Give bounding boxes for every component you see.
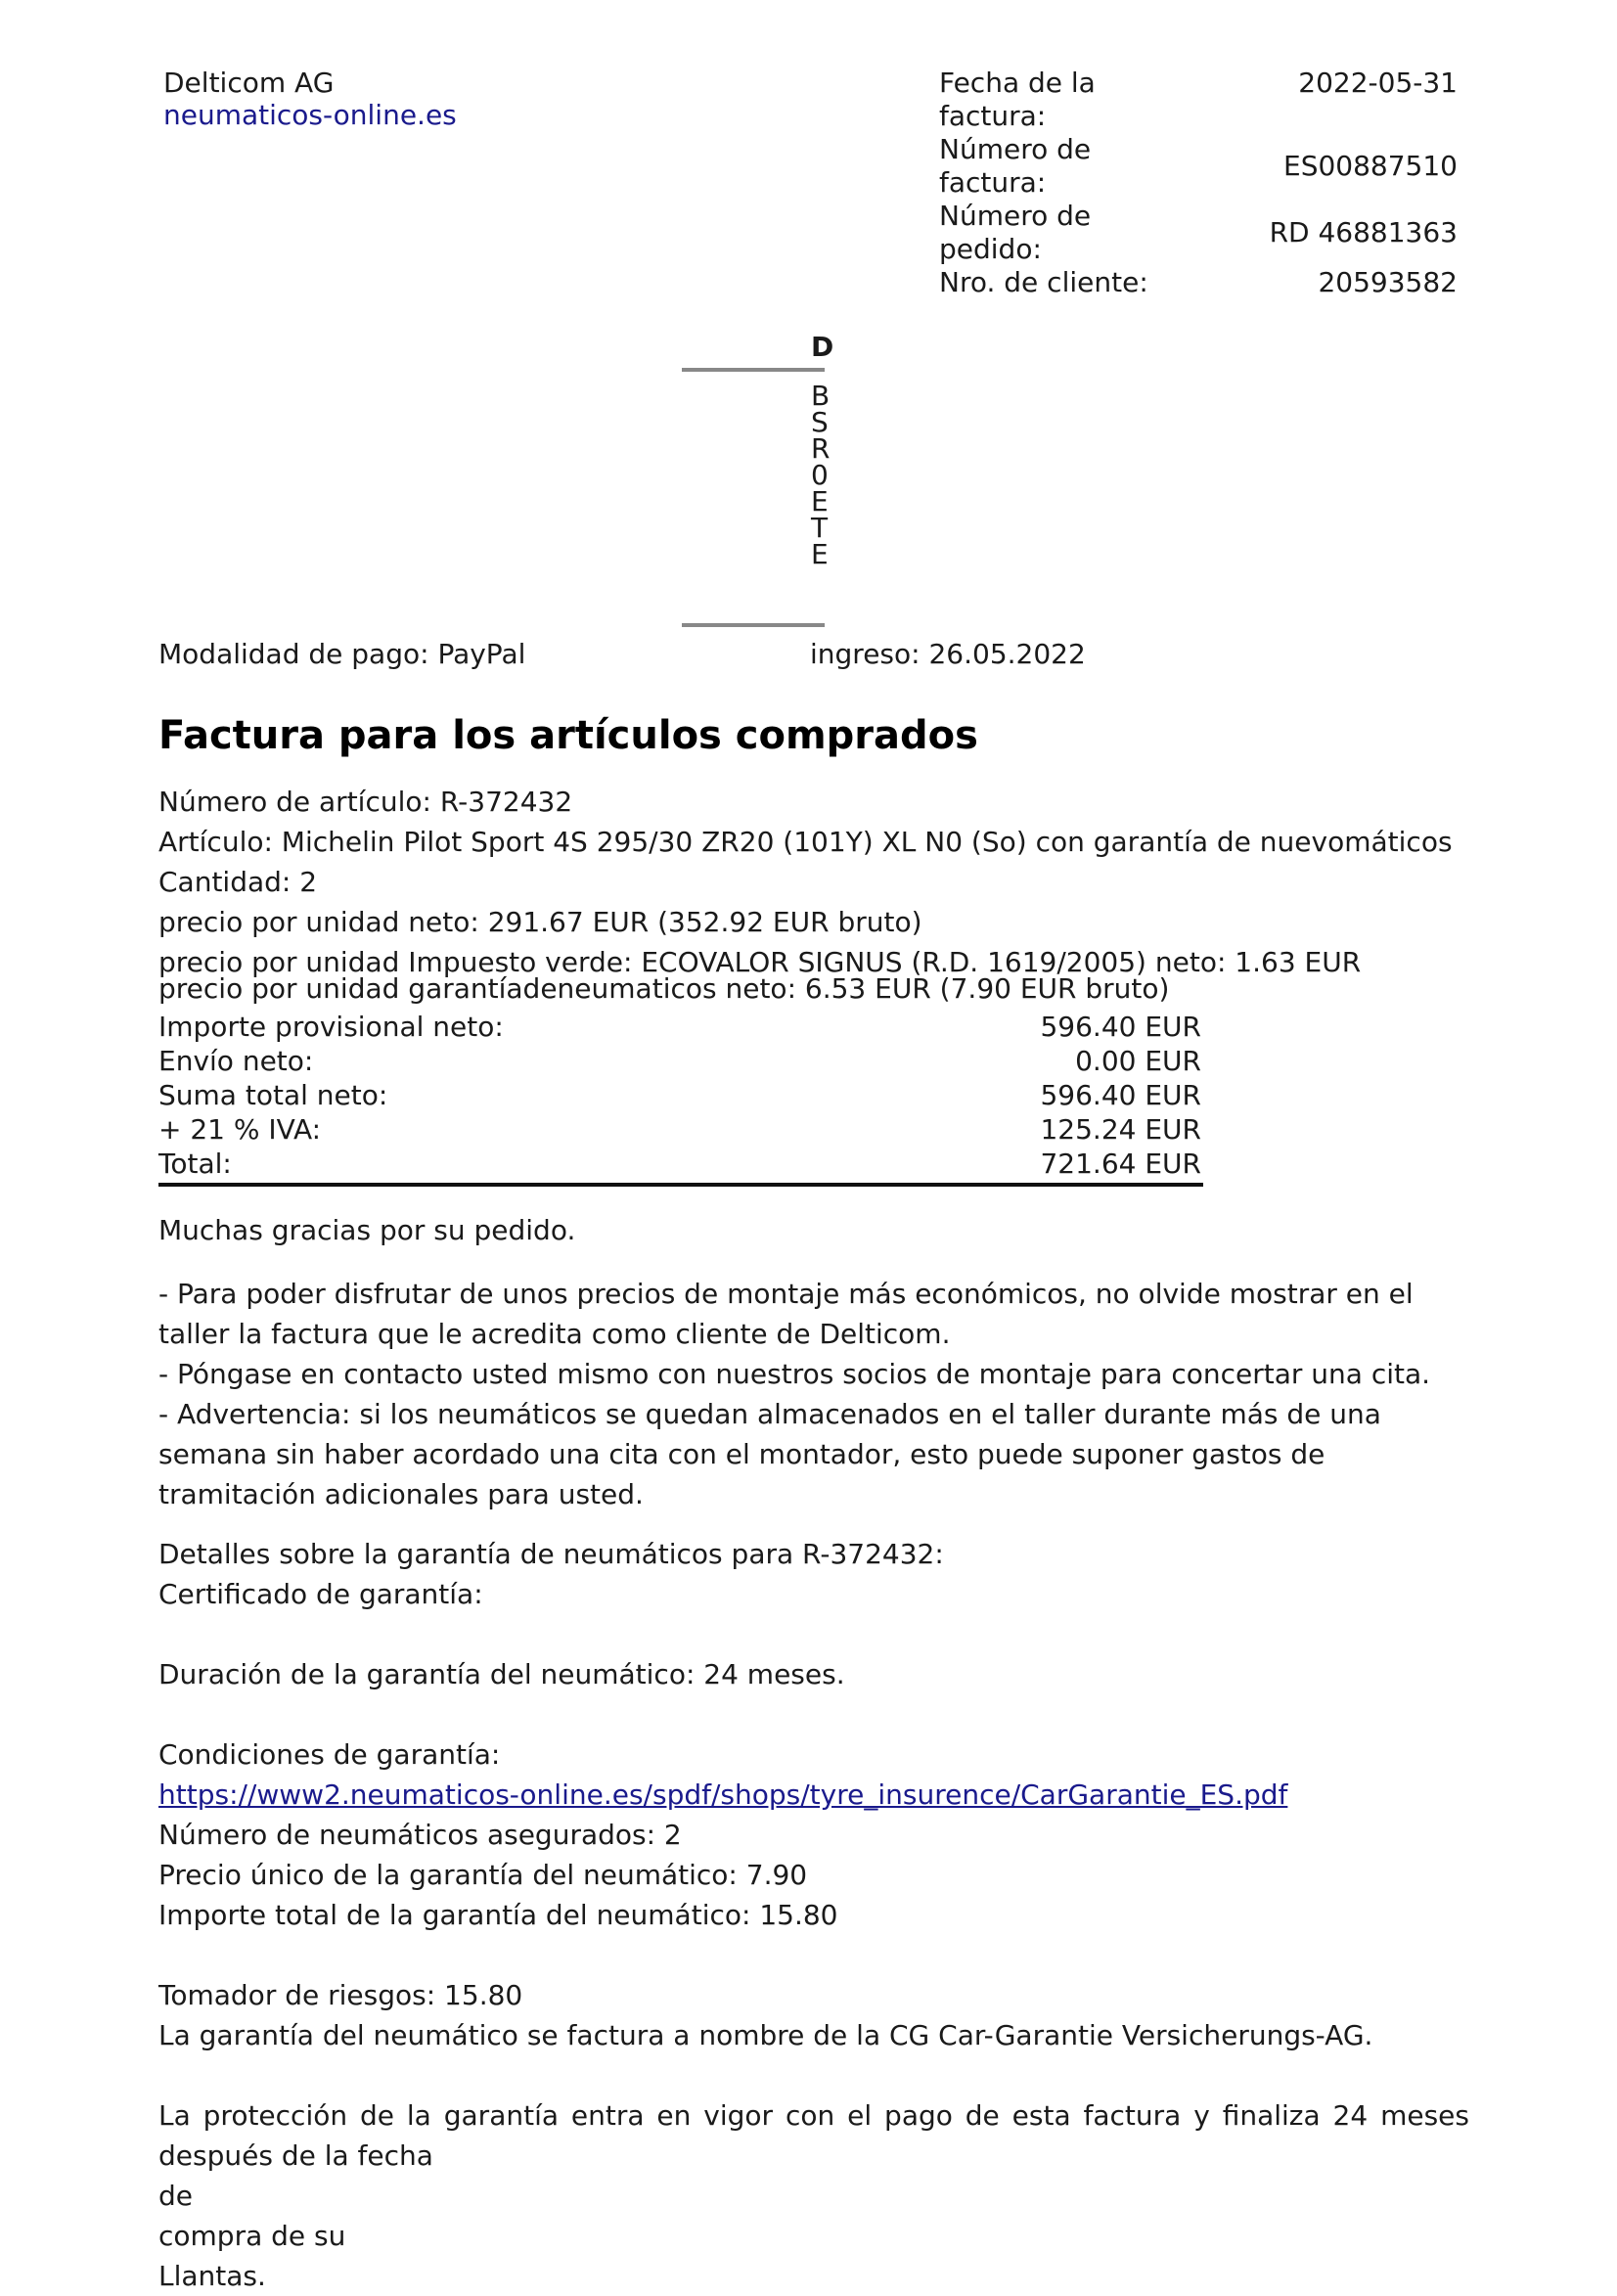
totals-label: Importe provisional neto: [158,1011,504,1043]
note-line: semana sin haber acordado una cita con el montador, esto puede suponer gastos de [158,1438,1325,1470]
warranty-risk-taker: Tomador de riesgos: 15.80 [158,1979,523,2011]
address-letters [811,380,831,570]
order-number-row [939,200,1458,266]
note-line: - Advertencia: si los neumáticos se quedan almacenados en el taller durante más de una [158,1398,1381,1430]
warranty-protection-line: de [158,2180,193,2212]
totals-label: + 21 % IVA: [158,1113,322,1146]
note-line: - Para poder disfrutar de unos precios de montaje más económicos, no olvide mostrar en el [158,1278,1414,1310]
item-unit-price: precio por unidad neto: 291.67 EUR (352.92 EUR bruto) [158,906,922,938]
totals-value: 596.40 EUR [1040,1011,1201,1043]
payment-date: ingreso: 26.05.2022 [810,638,1086,670]
invoice-number-row [939,133,1458,200]
address-letter: S [811,406,829,438]
warranty-details-title: Detalles sobre la garantía de neumáticos para R-372432: [158,1538,944,1570]
totals-row-total [158,1147,1201,1181]
address-letter: R [811,432,831,465]
note-line: tramitación adicionales para usted. [158,1478,644,1510]
invoice-meta [939,67,1458,301]
totals-rule [158,1183,1203,1187]
warranty-billed-by: La garantía del neumático se factura a nombre de la CG Car-Garantie Versicherungs-AG. [158,2019,1373,2051]
warranty-protection-line: Llantas. [158,2260,266,2292]
order-number-value: RD 46881363 [1269,216,1458,248]
invoice-date-row [939,67,1458,133]
note-line: taller la factura que le acredita como cliente de Delticom. [158,1318,951,1350]
address-title-fragment: D [811,331,834,363]
totals-value: 596.40 EUR [1040,1079,1201,1111]
spacer [158,1694,1469,1734]
totals-row [158,1010,1201,1044]
totals-row [158,1112,1201,1147]
spacer [158,1935,1469,1975]
payment-method: Modalidad de pago: PayPal [158,638,526,670]
address-letter: T [811,512,829,544]
warranty-conditions-link[interactable]: https://www2.neumaticos-online.es/spdf/shops/tyre_insurence/CarGarantie_ES.pdf [158,1778,1288,1811]
spacer [158,1614,1469,1654]
customer-number-value: 20593582 [1318,266,1458,298]
address-letter: E [811,538,829,570]
invoice-date-value: 2022-05-31 [1298,67,1458,99]
item-green-tax: precio por unidad Impuesto verde: ECOVALOR SIGNUS (R.D. 1619/2005) neto: 1.63 EUR [158,946,1362,978]
totals-value: 125.24 EUR [1040,1113,1201,1146]
notes-block [158,1274,1469,1514]
item-quantity: Cantidad: 2 [158,866,318,898]
warranty-block [158,1534,1469,2296]
company-name: Delticom AG [163,67,335,99]
thanks-text: Muchas gracias por su pedido. [158,1214,576,1246]
warranty-total-price: Importe total de la garantía del neumático: 15.80 [158,1899,838,1931]
item-number: Número de artículo: R-372432 [158,786,573,818]
note-line: - Póngase en contacto usted mismo con nuestros socios de montaje para concertar una cita. [158,1358,1431,1390]
warranty-insured-count: Número de neumáticos asegurados: 2 [158,1819,682,1851]
company-website-link[interactable]: neumaticos-online.es [163,99,457,131]
totals-value: 0.00 EUR [1075,1045,1201,1077]
address-letter: E [811,485,829,518]
warranty-certificate: Certificado de garantía: [158,1578,483,1610]
customer-number-label: Nro. de cliente: [939,266,1148,298]
customer-number-row [939,266,1458,299]
warranty-protection-line: compra de su [158,2220,346,2252]
order-number-label: Número de pedido: [939,200,1092,265]
warranty-duration: Duración de la garantía del neumático: 24 meses. [158,1658,845,1690]
item-warranty-price: precio por unidad garantíadeneumaticos neto: 6.53 EUR (7.90 EUR bruto) [158,972,1170,1005]
spacer [158,2055,1469,2095]
item-article: Artículo: Michelin Pilot Sport 4S 295/30 ZR20 (101Y) XL N0 (So) con garantía de nuevomáticos [158,826,1453,858]
totals-value: 721.64 EUR [1040,1148,1201,1180]
totals-row [158,1044,1201,1078]
totals-label: Total: [158,1148,232,1180]
warranty-protection-line: La protección de la garantía entra en vigor con el pago de esta factura y finaliza 24 meses [158,2099,1469,2132]
totals-row [158,1078,1201,1112]
totals-label: Suma total neto: [158,1079,388,1111]
invoice-heading: Factura para los artículos comprados [158,713,978,758]
totals-label: Envío neto: [158,1045,314,1077]
warranty-protection-line: después de la fecha [158,2139,433,2172]
totals-table [158,1010,1201,1181]
address-letter: 0 [811,459,829,491]
address-letter: B [811,380,831,412]
warranty-conditions-label: Condiciones de garantía: [158,1738,501,1771]
address-bottom-rule [682,623,825,627]
invoice-number-label: Número de factura: [939,133,1092,199]
invoice-number-value: ES00887510 [1283,150,1458,182]
invoice-date-label: Fecha de la factura: [939,67,1096,132]
warranty-unit-price: Precio único de la garantía del neumático: 7.90 [158,1859,808,1891]
address-top-rule [682,368,825,372]
